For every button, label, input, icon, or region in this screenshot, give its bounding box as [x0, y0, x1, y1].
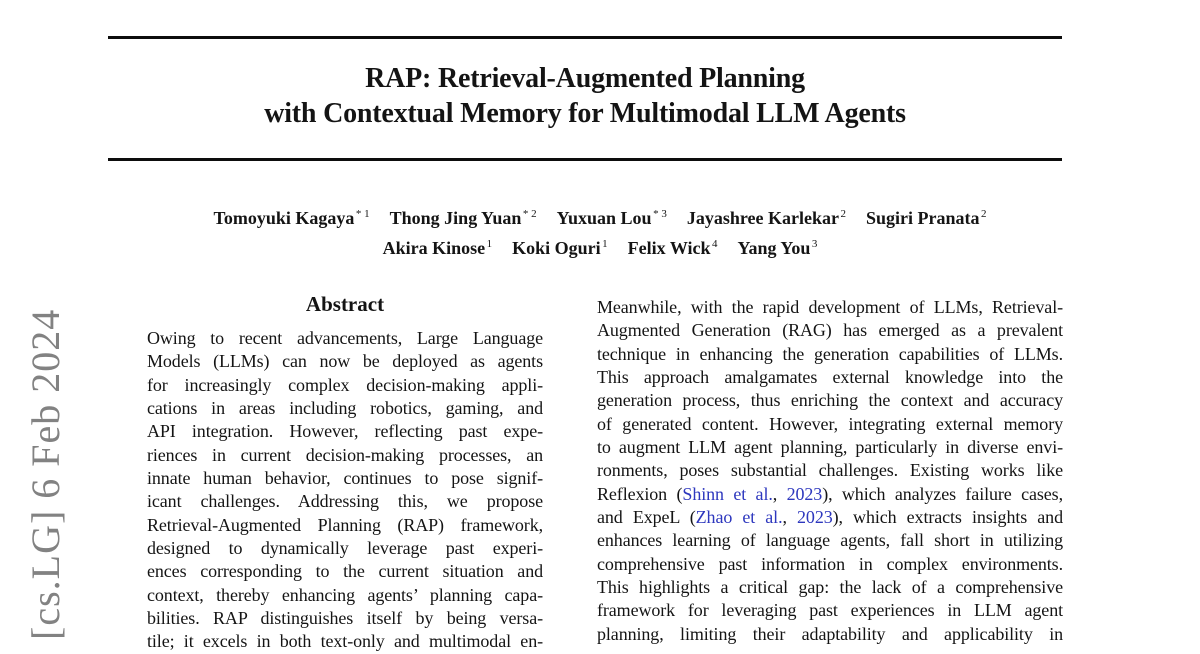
paper-title-line-1: RAP: Retrieval-Augmented Planning: [365, 63, 805, 94]
abstract-line: [147, 444, 543, 467]
text-run: of generated content. However, integrating external memory: [597, 413, 1063, 434]
abstract-line: [147, 327, 543, 350]
text-run: ences corresponding to the current situation and: [147, 561, 543, 582]
author-affiliation-sup: 2: [840, 208, 846, 220]
intro-line: [597, 599, 1063, 622]
intro-line: [597, 506, 1063, 529]
author-affiliation-sup: * 1: [355, 208, 370, 220]
abstract-line: [147, 560, 543, 583]
text-run: icant challenges. Addressing this, we propose: [147, 491, 543, 512]
author: Thong Jing Yuan $^{* 2}$: [389, 208, 537, 228]
abstract-line: [147, 350, 543, 373]
paper-title: [123, 61, 1047, 131]
intro-line: [597, 436, 1063, 459]
text-run: Owing to recent advancements, Large Language: [147, 328, 543, 348]
author: Jayashree Karlekar $^2$: [686, 208, 846, 228]
text-run: comprehensive past information in complex environments.: [597, 553, 1063, 574]
text-run: Retrieval-Augmented Planning (RAP) framework,: [147, 514, 543, 535]
citation-link[interactable]: Zhao et al.: [695, 507, 783, 528]
text-run: innate human behavior, continues to pose signif-: [147, 468, 543, 489]
intro-line: [597, 296, 1063, 319]
abstract-heading: Abstract: [305, 292, 385, 316]
intro-column: [597, 296, 1063, 646]
arxiv-watermark: [cs.LG] 6 Feb 2024: [23, 308, 68, 640]
text-run: cations in areas including robotics, gaming, and: [147, 398, 543, 419]
text-run: ), which analyzes failure cases,: [822, 483, 1063, 504]
abstract-line: [147, 630, 543, 653]
author: Tomoyuki Kagaya $^{* 1}$: [213, 208, 370, 228]
text-run: context, thereby enhancing agents’ planning capa-: [147, 584, 543, 605]
citation-link[interactable]: 2023: [786, 483, 823, 504]
author: Yang You $^3$: [737, 237, 818, 258]
text-run: enhances learning of language agents, fall short in utilizing: [597, 530, 1063, 551]
text-run: ,: [782, 507, 798, 528]
authors-row-1: [63, 202, 1137, 232]
text-run: tile; it excels in both text-only and multimodal en-: [147, 631, 543, 652]
text-run: Augmented Generation (RAG) has emerged as a prevalent: [597, 320, 1063, 341]
citation-link[interactable]: Shinn et al.: [682, 483, 773, 504]
author-affiliation-sup: * 3: [653, 208, 667, 220]
author: Felix Wick $^4$: [627, 237, 718, 258]
intro-line: [597, 389, 1063, 412]
text-run: technique in enhancing the generation capabilities of LLMs.: [597, 343, 1063, 364]
text-run: ronments, poses substantial challenges. Existing works like: [597, 460, 1063, 481]
intro-line: [597, 529, 1063, 552]
text-run: This approach amalgamates external knowledge into the: [597, 367, 1063, 388]
abstract-line: [147, 397, 543, 420]
abstract-column: [147, 327, 543, 654]
author-affiliation-sup: 3: [811, 237, 818, 250]
intro-line: [597, 366, 1063, 389]
text-run: Models (LLMs) can now be deployed as agents: [147, 351, 543, 372]
intro-line: [597, 413, 1063, 436]
author: Koki Oguri $^1$: [512, 237, 608, 258]
text-run: ,: [772, 483, 787, 504]
text-run: designed to dynamically leverage past experi-: [147, 538, 543, 559]
intro-line: [597, 319, 1063, 342]
abstract-line: [147, 374, 543, 397]
author-block: [63, 202, 1137, 261]
text-run: generation process, thus enriching the context and accuracy: [597, 390, 1063, 411]
text-run: ), which extracts insights and: [832, 507, 1063, 528]
abstract-line: [147, 514, 543, 537]
intro-line: [597, 343, 1063, 366]
abstract-line: [147, 490, 543, 513]
authors-row-2: [63, 232, 1137, 262]
text-run: planning, limiting their adaptability and applicability in: [597, 623, 1063, 644]
author: Sugiri Pranata $^2$: [865, 208, 987, 228]
author-affiliation-sup: * 2: [522, 208, 537, 220]
text-run: API integration. However, reflecting past expe-: [147, 421, 543, 442]
author-affiliation-sup: 1: [602, 237, 608, 250]
text-run: to augment LLM agent planning, particularly in diverse envi-: [597, 437, 1063, 458]
author-affiliation-sup: 1: [486, 237, 493, 250]
text-run: for increasingly complex decision-making appli-: [147, 374, 543, 395]
horizontal-rule-mid: [108, 158, 1062, 161]
abstract-line: [147, 584, 543, 607]
citation-link[interactable]: 2023: [797, 507, 833, 528]
intro-line: [597, 459, 1063, 482]
abstract-line: [147, 467, 543, 490]
text-run: riences in current decision-making processes, an: [147, 444, 543, 465]
author-affiliation-sup: 2: [980, 208, 987, 220]
text-run: Reflexion (: [597, 483, 683, 504]
intro-line: [597, 553, 1063, 576]
author: Yuxuan Lou $^{* 3}$: [556, 208, 667, 228]
abstract-line: [147, 537, 543, 560]
text-run: bilities. RAP distinguishes itself by being versa-: [147, 608, 543, 629]
abstract-line: [147, 420, 543, 443]
text-run: This highlights a critical gap: the lack of a comprehensive: [597, 577, 1063, 598]
intro-line: [597, 623, 1063, 646]
intro-line: [597, 483, 1063, 506]
text-run: Meanwhile, with the rapid development of LLMs, Retrieval-: [597, 297, 1063, 317]
horizontal-rule-top: [108, 36, 1062, 39]
text-run: and ExpeL (: [597, 507, 696, 528]
text-run: framework for leveraging past experiences in LLM agent: [597, 600, 1063, 621]
abstract-line: [147, 607, 543, 630]
paper-title-line-2: with Contextual Memory for Multimodal LLM Agents: [264, 98, 906, 129]
author-affiliation-sup: 4: [712, 237, 718, 250]
author: Akira Kinose $^1$: [382, 237, 493, 258]
intro-line: [597, 576, 1063, 599]
